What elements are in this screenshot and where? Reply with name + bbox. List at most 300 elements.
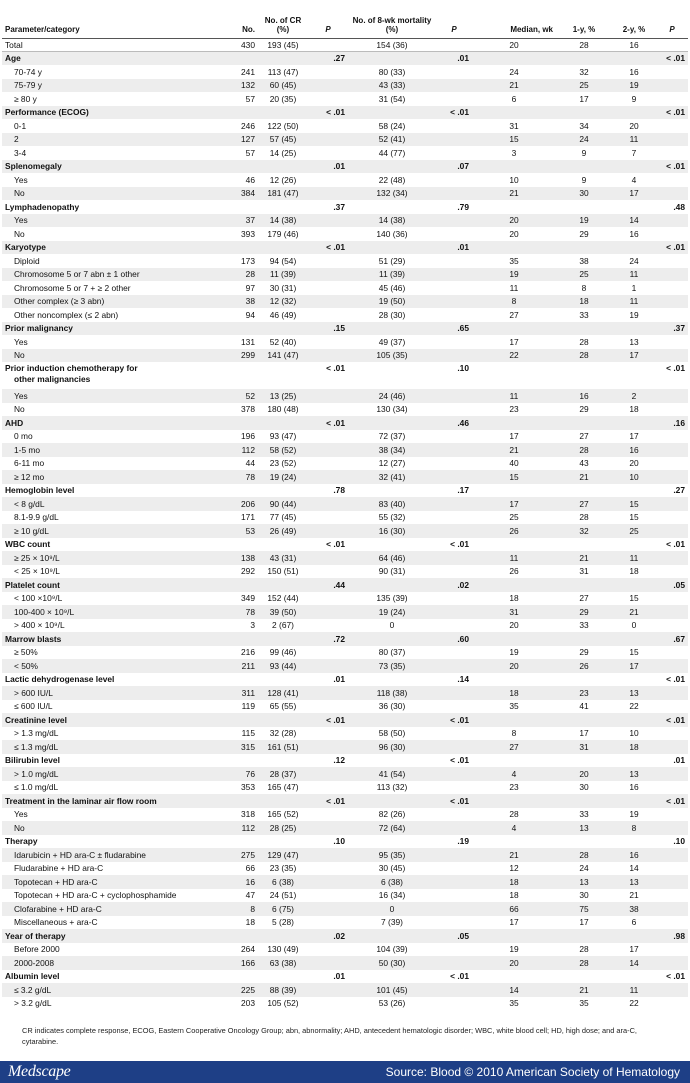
cell-2y bbox=[612, 538, 656, 552]
cell-param: ≥ 80 y bbox=[14, 93, 37, 104]
cell-p-surv bbox=[656, 686, 688, 700]
cell-p-cr bbox=[308, 889, 348, 903]
cell-param: Therapy bbox=[5, 836, 38, 847]
cell-p-surv: < .01 bbox=[666, 674, 685, 685]
cell-median bbox=[472, 538, 556, 552]
table-row bbox=[2, 767, 688, 781]
cell-p-mort bbox=[436, 619, 472, 633]
cell-no bbox=[218, 794, 258, 808]
cell-cr: 94 (54) bbox=[269, 255, 297, 266]
cell-p-cr bbox=[308, 619, 348, 633]
cell-no: 196 bbox=[241, 431, 255, 442]
cell-1y: 13 bbox=[579, 876, 589, 887]
cell-param: < 25 × 10⁹/L bbox=[14, 566, 60, 577]
cell-1y: 75 bbox=[579, 903, 589, 914]
cell-p-cr bbox=[308, 335, 348, 349]
cell-no: 384 bbox=[241, 188, 255, 199]
cell-p-cr: .02 bbox=[333, 930, 345, 941]
cell-param: Hemoglobin level bbox=[5, 485, 75, 496]
table-row bbox=[2, 632, 688, 646]
cell-cr: 93 (44) bbox=[269, 660, 297, 671]
cell-median: 21 bbox=[509, 444, 519, 455]
cell-p-cr bbox=[308, 916, 348, 930]
cell-p-cr bbox=[308, 308, 348, 322]
cell-1y: 32 bbox=[579, 66, 589, 77]
cell-param: Age bbox=[5, 53, 21, 64]
cell-mortality: 96 (30) bbox=[378, 741, 406, 752]
cell-median: 17 bbox=[509, 431, 519, 442]
cell-p-cr: .27 bbox=[333, 53, 345, 64]
cell-mortality: 6 (38) bbox=[381, 876, 403, 887]
cell-median: 10 bbox=[509, 174, 519, 185]
table-row bbox=[2, 794, 688, 808]
cell-cr: 128 (41) bbox=[267, 687, 299, 698]
cell-p-cr bbox=[308, 227, 348, 241]
cell-p-mort: .46 bbox=[457, 417, 469, 428]
cell-p-mort: .10 bbox=[457, 363, 469, 373]
cell-cr: 12 (26) bbox=[269, 174, 297, 185]
cell-2y: 15 bbox=[629, 498, 639, 509]
cell-p-mort bbox=[436, 268, 472, 282]
cell-cr: 6 (75) bbox=[272, 903, 294, 914]
cell-median: 35 bbox=[509, 255, 519, 266]
cell-mortality: 30 (45) bbox=[378, 863, 406, 874]
cell-1y: 21 bbox=[579, 471, 589, 482]
cell-p-mort bbox=[436, 173, 472, 187]
cell-mortality: 50 (30) bbox=[378, 957, 406, 968]
cell-2y: 38 bbox=[629, 903, 639, 914]
cell-param: ≤ 3.2 g/dL bbox=[14, 984, 52, 995]
cell-2y: 10 bbox=[629, 471, 639, 482]
cell-2y: 22 bbox=[629, 998, 639, 1009]
cell-p-cr bbox=[308, 943, 348, 957]
cell-mortality: 7 (39) bbox=[381, 917, 403, 928]
cell-p-mort bbox=[436, 254, 472, 268]
cell-p-cr bbox=[308, 605, 348, 619]
cell-mortality: 58 (24) bbox=[378, 120, 406, 131]
cell-p-surv bbox=[656, 308, 688, 322]
table-row bbox=[2, 956, 688, 970]
table-row bbox=[2, 700, 688, 714]
cell-2y: 13 bbox=[629, 876, 639, 887]
cell-mortality: 132 (34) bbox=[376, 188, 408, 199]
table-row bbox=[2, 538, 688, 552]
cell-2y: 13 bbox=[629, 336, 639, 347]
cell-median: 14 bbox=[509, 984, 519, 995]
cell-p-cr bbox=[308, 646, 348, 660]
cell-param: > 1.3 mg/dL bbox=[14, 728, 59, 739]
table-row bbox=[2, 200, 688, 214]
cell-p-surv bbox=[656, 943, 688, 957]
table-footnote: CR indicates complete response, ECOG, Eastern Cooperative Oncology Group; abn, abnormality; AHD, antecedent hematologic disorder; WBC, white blood cell; HD, high dose; and ara-C, cytarabine. bbox=[22, 1026, 637, 1046]
cell-2y: 18 bbox=[629, 404, 639, 415]
cell-p-surv bbox=[656, 781, 688, 795]
cell-p-mort bbox=[436, 281, 472, 295]
cell-1y bbox=[556, 673, 612, 687]
cell-2y: 16 bbox=[629, 849, 639, 860]
cell-no: 173 bbox=[241, 255, 255, 266]
cell-cr: 129 (47) bbox=[267, 849, 299, 860]
cell-p-cr: < .01 bbox=[326, 795, 345, 806]
cell-mortality bbox=[348, 241, 436, 255]
cell-mortality: 44 (77) bbox=[378, 147, 406, 158]
cell-2y: 17 bbox=[629, 944, 639, 955]
cell-cr: 39 (50) bbox=[269, 606, 297, 617]
cell-cr: 30 (31) bbox=[269, 282, 297, 293]
cell-p-cr: < .01 bbox=[326, 242, 345, 253]
cell-param: ≥ 25 × 10⁹/L bbox=[14, 552, 60, 563]
cell-mortality bbox=[348, 713, 436, 727]
cell-cr: 14 (38) bbox=[269, 215, 297, 226]
cell-no: 38 bbox=[245, 296, 255, 307]
cell-p-mort bbox=[436, 646, 472, 660]
header-median: Median, wk bbox=[472, 0, 556, 38]
cell-no: 115 bbox=[241, 728, 255, 739]
cell-p-surv bbox=[656, 592, 688, 606]
cell-1y bbox=[556, 835, 612, 849]
cell-cr: 12 (32) bbox=[269, 296, 297, 307]
cell-cr: 19 (24) bbox=[269, 471, 297, 482]
cell-1y: 33 bbox=[579, 309, 589, 320]
cell-cr: 130 (49) bbox=[267, 944, 299, 955]
cell-p-surv bbox=[656, 862, 688, 876]
cell-p-cr: < .01 bbox=[326, 107, 345, 118]
cell-param-line2: other malignancies bbox=[14, 373, 91, 384]
cell-p-mort bbox=[436, 295, 472, 309]
cell-2y: 21 bbox=[629, 890, 639, 901]
cell-no bbox=[218, 416, 258, 430]
cell-2y: 17 bbox=[629, 350, 639, 361]
cell-cr: 32 (28) bbox=[269, 728, 297, 739]
cell-no: 315 bbox=[241, 741, 255, 752]
cell-param: Before 2000 bbox=[14, 944, 60, 955]
cell-1y: 21 bbox=[579, 552, 589, 563]
cell-param: No bbox=[14, 188, 25, 199]
cell-no: 16 bbox=[245, 876, 255, 887]
cell-1y bbox=[556, 200, 612, 214]
cell-p-cr bbox=[308, 443, 348, 457]
cell-mortality: 113 (32) bbox=[376, 782, 408, 793]
cell-param: Other noncomplex (≤ 2 abn) bbox=[14, 309, 119, 320]
cell-no: 94 bbox=[245, 309, 255, 320]
cell-p-surv: < .01 bbox=[666, 242, 685, 253]
cell-no: 97 bbox=[245, 282, 255, 293]
cell-param: Performance (ECOG) bbox=[5, 107, 89, 118]
cell-no: 430 bbox=[218, 38, 258, 52]
cell-median bbox=[472, 673, 556, 687]
cell-p-mort: .05 bbox=[457, 930, 469, 941]
cell-no: 225 bbox=[241, 984, 255, 995]
cell-p-cr bbox=[308, 740, 348, 754]
cell-median: 40 bbox=[509, 458, 519, 469]
table-row bbox=[2, 673, 688, 687]
cell-median: 26 bbox=[509, 566, 519, 577]
cell-no: 311 bbox=[241, 687, 255, 698]
cell-p-cr bbox=[308, 821, 348, 835]
table-row bbox=[2, 443, 688, 457]
cell-1y: 29 bbox=[579, 404, 589, 415]
cell-param: < 50% bbox=[14, 660, 38, 671]
cell-median: 6 bbox=[511, 93, 517, 104]
cell-median bbox=[472, 484, 556, 498]
table-row bbox=[2, 173, 688, 187]
cell-cr bbox=[258, 754, 308, 768]
cell-mortality bbox=[348, 160, 436, 174]
cell-mortality: 31 (54) bbox=[378, 93, 406, 104]
cell-p-mort bbox=[436, 902, 472, 916]
cell-no: 119 bbox=[241, 701, 255, 712]
cell-cr: 105 (52) bbox=[267, 998, 299, 1009]
table-row bbox=[2, 808, 688, 822]
cell-p-cr bbox=[308, 781, 348, 795]
cell-mortality bbox=[348, 362, 436, 389]
table-row bbox=[2, 430, 688, 444]
cell-p-surv bbox=[656, 646, 688, 660]
cell-cr: 46 (49) bbox=[269, 309, 297, 320]
cell-no: 112 bbox=[241, 822, 255, 833]
source-credit: Source: Blood © 2010 American Society of Hematology bbox=[385, 1065, 680, 1079]
cell-median bbox=[472, 322, 556, 336]
cell-2y: 18 bbox=[629, 741, 639, 752]
cell-2y bbox=[612, 106, 656, 120]
cell-median: 4 bbox=[511, 822, 517, 833]
cell-1y bbox=[556, 713, 612, 727]
cell-median: 20 bbox=[472, 38, 556, 52]
cell-2y: 16 bbox=[629, 782, 639, 793]
cell-param: Miscellaneous + ara-C bbox=[14, 917, 98, 928]
cell-p-surv bbox=[656, 740, 688, 754]
cell-no: 28 bbox=[245, 269, 255, 280]
cell-cr bbox=[258, 241, 308, 255]
cell-1y: 19 bbox=[579, 215, 589, 226]
table-row bbox=[2, 268, 688, 282]
cell-cr bbox=[258, 416, 308, 430]
cell-p-surv bbox=[656, 227, 688, 241]
cell-p-cr bbox=[308, 470, 348, 484]
table-row bbox=[2, 848, 688, 862]
cell-mortality: 43 (33) bbox=[378, 80, 406, 91]
cell-median: 24 bbox=[509, 66, 519, 77]
cell-cr: 52 (40) bbox=[269, 336, 297, 347]
cell-param: Yes bbox=[14, 215, 28, 226]
cell-p-cr: .37 bbox=[333, 201, 345, 212]
cell-p-cr: < .01 bbox=[326, 363, 345, 373]
cell-1y: 30 bbox=[579, 188, 589, 199]
cell-p-cr bbox=[308, 659, 348, 673]
cell-p-surv bbox=[656, 700, 688, 714]
cell-no: 246 bbox=[241, 120, 255, 131]
cell-no: 8 bbox=[250, 903, 255, 914]
cell-mortality: 19 (50) bbox=[378, 296, 406, 307]
cell-p-surv bbox=[656, 848, 688, 862]
cell-p-surv bbox=[656, 268, 688, 282]
cell-p-surv bbox=[656, 727, 688, 741]
table-row bbox=[2, 916, 688, 930]
cell-2y: 25 bbox=[629, 525, 639, 536]
table-row bbox=[2, 65, 688, 79]
table-row bbox=[2, 970, 688, 984]
cell-p-cr bbox=[308, 686, 348, 700]
cell-p-cr bbox=[308, 146, 348, 160]
cell-median: 35 bbox=[509, 998, 519, 1009]
cell-p-mort bbox=[436, 916, 472, 930]
cell-mortality: 55 (32) bbox=[378, 512, 406, 523]
cell-2y bbox=[612, 484, 656, 498]
cell-param: No bbox=[14, 404, 25, 415]
cell-param: No bbox=[14, 822, 25, 833]
cell-no: 206 bbox=[241, 498, 255, 509]
header-cr: No. of CR (%) bbox=[258, 0, 308, 38]
cell-no: 46 bbox=[245, 174, 255, 185]
cell-no: 353 bbox=[241, 782, 255, 793]
cell-param: Treatment in the laminar air flow room bbox=[5, 795, 157, 806]
cell-2y: 9 bbox=[631, 93, 637, 104]
cell-no: 216 bbox=[241, 647, 255, 658]
table-row bbox=[2, 997, 688, 1011]
cell-cr bbox=[258, 835, 308, 849]
cell-mortality: 135 (39) bbox=[376, 593, 408, 604]
header-1y: 1-y, % bbox=[556, 0, 612, 38]
cell-p-surv bbox=[656, 524, 688, 538]
cell-2y: 15 bbox=[629, 512, 639, 523]
cell-1y: 29 bbox=[579, 647, 589, 658]
cell-2y: 8 bbox=[631, 822, 637, 833]
cell-p-cr bbox=[308, 497, 348, 511]
cell-median bbox=[472, 578, 556, 592]
cell-p-surv bbox=[656, 916, 688, 930]
cell-cr: 14 (25) bbox=[269, 147, 297, 158]
cell-p-cr bbox=[308, 254, 348, 268]
table-row bbox=[2, 38, 688, 52]
cell-param: > 1.0 mg/dL bbox=[14, 768, 59, 779]
cell-cr bbox=[258, 632, 308, 646]
cell-param: Yes bbox=[14, 390, 28, 401]
cell-param: Yes bbox=[14, 174, 28, 185]
cell-no: 78 bbox=[245, 606, 255, 617]
cell-p-cr bbox=[308, 524, 348, 538]
cell-p-cr: .10 bbox=[333, 836, 345, 847]
cell-param: 2 bbox=[14, 134, 19, 145]
cell-param: Topotecan + HD ara-C + cyclophosphamide bbox=[14, 890, 177, 901]
cell-p-mort: < .01 bbox=[450, 539, 469, 550]
cell-no bbox=[218, 632, 258, 646]
cell-p-cr bbox=[308, 457, 348, 471]
cell-1y: 23 bbox=[579, 687, 589, 698]
cell-1y: 28 bbox=[579, 350, 589, 361]
cell-p-mort: < .01 bbox=[450, 795, 469, 806]
cell-mortality: 104 (39) bbox=[376, 944, 408, 955]
cell-param: Lactic dehydrogenase level bbox=[5, 674, 115, 685]
table-row bbox=[2, 781, 688, 795]
cell-p-mort bbox=[436, 862, 472, 876]
cell-median bbox=[472, 835, 556, 849]
cell-param: ≥ 10 g/dL bbox=[14, 525, 49, 536]
cell-1y bbox=[556, 160, 612, 174]
cell-median: 17 bbox=[509, 498, 519, 509]
cell-mortality: 90 (31) bbox=[378, 566, 406, 577]
cell-p-mort: < .01 bbox=[450, 755, 469, 766]
cell-p-surv bbox=[656, 457, 688, 471]
cell-2y: 14 bbox=[629, 215, 639, 226]
cell-p-mort bbox=[436, 227, 472, 241]
cell-1y bbox=[556, 106, 612, 120]
cell-2y: 11 bbox=[629, 984, 639, 995]
cell-mortality: 58 (50) bbox=[378, 728, 406, 739]
cell-median: 12 bbox=[509, 863, 519, 874]
cell-param: Marrow blasts bbox=[5, 633, 62, 644]
cell-mortality bbox=[348, 835, 436, 849]
table-row bbox=[2, 133, 688, 147]
cell-cr: 90 (44) bbox=[269, 498, 297, 509]
cell-p-mort bbox=[436, 214, 472, 228]
cell-no bbox=[218, 754, 258, 768]
cell-p-mort bbox=[436, 686, 472, 700]
cell-p-surv bbox=[656, 983, 688, 997]
cell-no: 203 bbox=[241, 998, 255, 1009]
cell-param: Topotecan + HD ara-C bbox=[14, 876, 98, 887]
cell-mortality: 52 (41) bbox=[378, 134, 406, 145]
cell-p-cr: .01 bbox=[333, 674, 345, 685]
cell-p-mort bbox=[436, 875, 472, 889]
cell-cr bbox=[258, 578, 308, 592]
table-row bbox=[2, 214, 688, 228]
cell-1y: 24 bbox=[579, 863, 589, 874]
cell-cr: 23 (52) bbox=[269, 458, 297, 469]
cell-param: Creatinine level bbox=[5, 714, 67, 725]
cell-p-cr: .44 bbox=[333, 579, 345, 590]
table-row bbox=[2, 943, 688, 957]
cell-cr: 6 (38) bbox=[272, 876, 294, 887]
cell-mortality bbox=[348, 52, 436, 66]
cell-p-mort bbox=[436, 389, 472, 403]
cell-cr: 60 (45) bbox=[269, 80, 297, 91]
table-row bbox=[2, 686, 688, 700]
cell-median bbox=[472, 241, 556, 255]
table-row bbox=[2, 92, 688, 106]
cell-no: 166 bbox=[241, 957, 255, 968]
cell-cr: 26 (49) bbox=[269, 525, 297, 536]
cell-cr bbox=[258, 52, 308, 66]
cell-p-surv bbox=[656, 443, 688, 457]
cell-no: 138 bbox=[241, 552, 255, 563]
table-row bbox=[2, 592, 688, 606]
cell-param: < 8 g/dL bbox=[14, 498, 45, 509]
cell-2y: 22 bbox=[629, 701, 639, 712]
cell-mortality: 64 (46) bbox=[378, 552, 406, 563]
table-row bbox=[2, 52, 688, 66]
cell-p-mort bbox=[436, 65, 472, 79]
cell-p-mort bbox=[436, 889, 472, 903]
cell-1y: 29 bbox=[579, 606, 589, 617]
cell-p-mort: .65 bbox=[457, 323, 469, 334]
cell-1y bbox=[556, 241, 612, 255]
cell-p-surv: < .01 bbox=[666, 714, 685, 725]
cell-no: 264 bbox=[241, 944, 255, 955]
cell-cr: 43 (31) bbox=[269, 552, 297, 563]
cell-mortality bbox=[348, 794, 436, 808]
cell-p-cr bbox=[308, 92, 348, 106]
cell-param: 75-79 y bbox=[14, 80, 42, 91]
table-row bbox=[2, 389, 688, 403]
cell-no: 378 bbox=[241, 404, 255, 415]
cell-mortality: 80 (37) bbox=[378, 647, 406, 658]
cell-median: 11 bbox=[509, 282, 519, 293]
table-row bbox=[2, 551, 688, 565]
cell-p-mort bbox=[436, 848, 472, 862]
cell-p-surv bbox=[656, 335, 688, 349]
cell-cr bbox=[258, 322, 308, 336]
cell-p-mort bbox=[436, 119, 472, 133]
